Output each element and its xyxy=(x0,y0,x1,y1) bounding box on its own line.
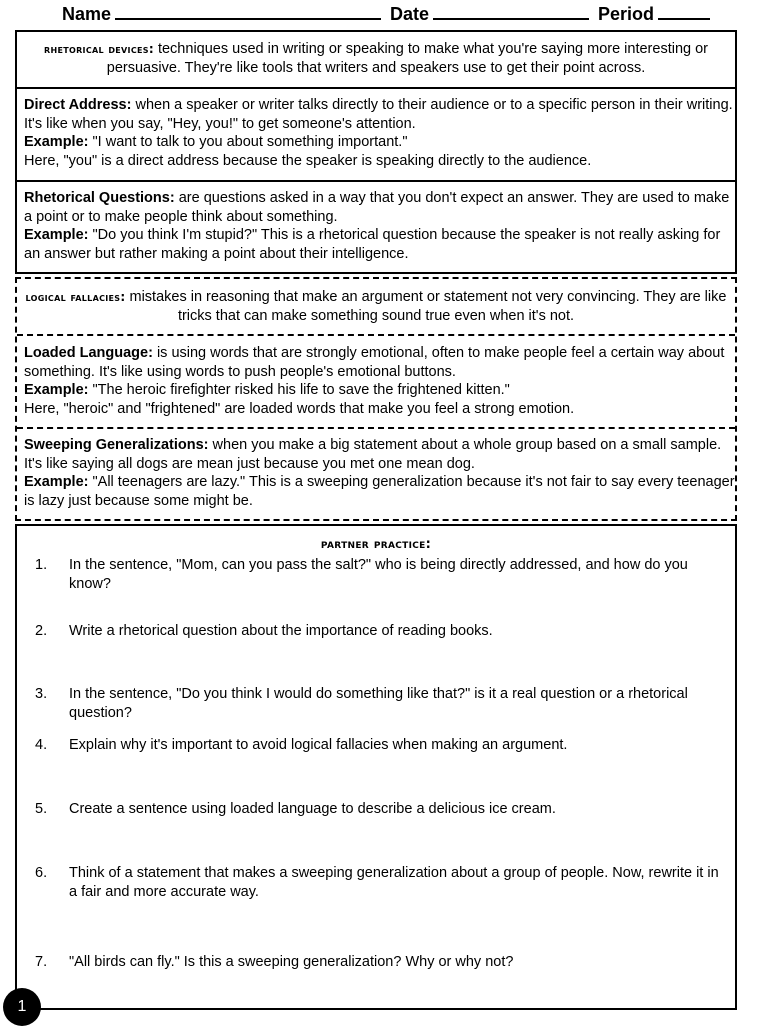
question-text: "All birds can fly." Is this a sweeping generalization? Why or why not? xyxy=(69,954,514,970)
sweeping-generalizations-term: Sweeping Generalizations: xyxy=(24,437,209,453)
question-item xyxy=(17,685,727,722)
period-blank[interactable] xyxy=(658,2,710,20)
direct-address-explanation: Here, "you" is a direct address because the speaker is speaking directly to the audience. xyxy=(24,152,592,169)
question-text: In the sentence, "Mom, can you pass the salt?" who is being directly addressed, and how do you know? xyxy=(69,557,688,592)
page-number-badge: 1 xyxy=(3,988,41,1026)
question-item xyxy=(17,800,727,819)
question-number: 1. xyxy=(35,557,48,573)
loaded-language-example: "The heroic firefighter risked his life to save the frightened kitten." xyxy=(92,382,510,398)
question-item xyxy=(17,622,727,641)
name-blank[interactable] xyxy=(115,2,381,20)
question-text: In the sentence, "Do you think I would do something like that?" is it a real question or a rhetorical question? xyxy=(69,686,688,721)
direct-address-term: Direct Address: xyxy=(24,97,132,113)
divider xyxy=(17,87,735,89)
rhetorical-questions-section xyxy=(17,189,735,263)
name-label: Name xyxy=(61,4,111,24)
rhetorical-questions-example: "Do you think I'm stupid?" This is a rhetorical question because the speaker is not really asking for an answer but rather making a point about their intelligence. xyxy=(24,227,721,262)
rhetorical-devices-box xyxy=(15,30,737,274)
divider xyxy=(17,180,735,182)
period-label: Period xyxy=(598,4,655,24)
direct-address-definition: when a speaker or writer talks directly to their audience or to a specific person in their writing. It's like when you say, "Hey, you!" to get someone's attention. xyxy=(24,97,733,132)
question-text: Think of a statement that makes a sweeping generalization about a group of people. Now, rewrite it in a fair and more accurate way. xyxy=(69,865,719,900)
loaded-language-definition: is using words that are strongly emotional, often to make people feel a certain way about something. It's like using words to push people's emotional buttons. xyxy=(24,345,725,380)
divider xyxy=(17,427,735,429)
question-number: 4. xyxy=(35,737,48,753)
loaded-language-explanation: Here, "heroic" and "frightened" are loaded words that make you feel a strong emotion. xyxy=(24,400,575,417)
logical-fallacies-definition: mistakes in reasoning that make an argument or statement not very convincing. They are like tricks that can make something sound true even when it's not. xyxy=(129,289,727,324)
question-item xyxy=(17,864,727,901)
example-label: Example: xyxy=(24,134,89,150)
sweeping-generalizations-definition: when you make a big statement about a whole group based on a small sample. It's like saying all dogs are mean just because you met one mean dog. xyxy=(24,437,722,472)
direct-address-example: "I want to talk to you about something important." xyxy=(92,134,408,150)
question-item xyxy=(17,556,727,593)
logical-fallacies-box xyxy=(15,277,737,521)
question-item xyxy=(17,736,727,755)
sweeping-generalizations-section xyxy=(17,436,735,510)
worksheet-header xyxy=(0,2,768,28)
logical-fallacies-title: logical fallacies: xyxy=(25,290,126,304)
rhetorical-questions-term: Rhetorical Questions: xyxy=(24,190,175,206)
loaded-language-term: Loaded Language: xyxy=(24,345,153,361)
partner-practice-title: partner practice: xyxy=(320,537,432,552)
question-text: Explain why it's important to avoid logical fallacies when making an argument. xyxy=(69,737,568,753)
example-label: Example: xyxy=(24,474,89,490)
sweeping-generalizations-example: "All teenagers are lazy." This is a sweeping generalization because it's not fair to say every teenager is lazy just because some might be. xyxy=(24,474,735,509)
rhetorical-devices-intro xyxy=(17,40,735,77)
loaded-language-section xyxy=(17,344,735,418)
question-text: Create a sentence using loaded language to describe a delicious ice cream. xyxy=(69,801,556,817)
direct-address-section xyxy=(17,96,735,170)
question-text: Write a rhetorical question about the importance of reading books. xyxy=(69,623,493,639)
rhetorical-devices-title: rhetorical devices: xyxy=(44,42,154,56)
question-number: 6. xyxy=(35,865,48,881)
date-blank[interactable] xyxy=(433,2,589,20)
partner-practice-box xyxy=(15,524,737,1010)
logical-fallacies-intro xyxy=(17,288,735,325)
question-number: 7. xyxy=(35,954,48,970)
rhetorical-questions-definition: are questions asked in a way that you don't expect an answer. They are used to make a point or to make people think about something. xyxy=(24,190,730,225)
question-item xyxy=(17,953,727,972)
example-label: Example: xyxy=(24,227,89,243)
question-number: 5. xyxy=(35,801,48,817)
example-label: Example: xyxy=(24,382,89,398)
question-number: 3. xyxy=(35,686,48,702)
date-label: Date xyxy=(390,4,430,24)
divider xyxy=(17,334,735,336)
rhetorical-devices-definition: techniques used in writing or speaking to make what you're saying more interesting or persuasive. They're like tools that writers and speakers use to get their point across. xyxy=(106,41,708,76)
question-number: 2. xyxy=(35,623,48,639)
